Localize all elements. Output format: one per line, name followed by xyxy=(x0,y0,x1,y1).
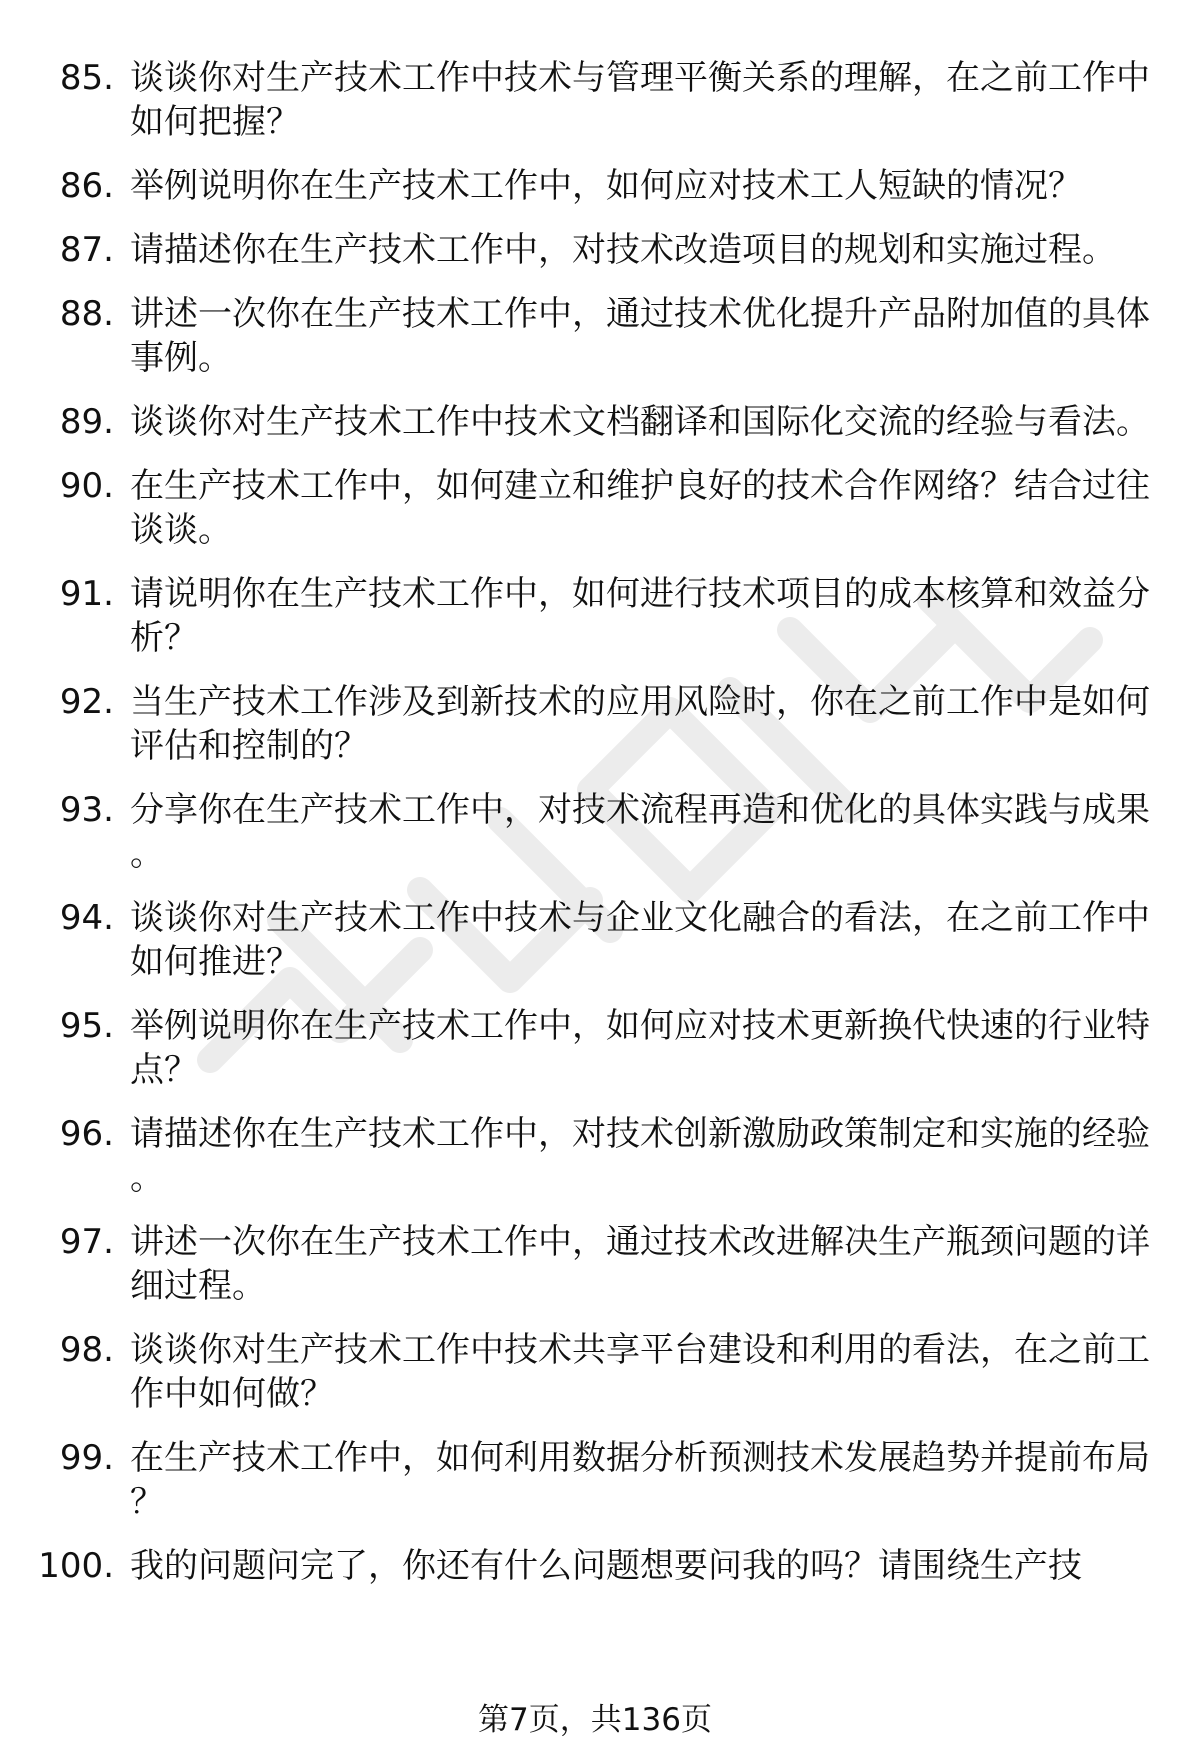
question-number: 100. xyxy=(38,1546,114,1586)
question-text: 谈谈你对生产技术工作中技术与企业文化融合的看法，在之前工作中如何推进？ xyxy=(130,898,1150,982)
question-item xyxy=(0,1328,1190,1416)
question-text: 请说明你在生产技术工作中，如何进行技术项目的成本核算和效益分析？ xyxy=(130,574,1150,658)
question-text: 讲述一次你在生产技术工作中，通过技术优化提升产品附加值的具体事例。 xyxy=(130,294,1150,378)
question-number: 90. xyxy=(59,466,114,506)
question-list xyxy=(0,56,1190,1608)
question-number: 94. xyxy=(59,898,114,938)
question-number: 86. xyxy=(59,166,114,206)
question-text: 分享你在生产技术工作中，对技术流程再造和优化的具体实践与成果。 xyxy=(130,790,1150,874)
question-text: 举例说明你在生产技术工作中，如何应对技术更新换代快速的行业特点？ xyxy=(130,1006,1150,1090)
question-number: 85. xyxy=(59,58,114,98)
question-item xyxy=(0,400,1190,444)
question-item xyxy=(0,164,1190,208)
question-item xyxy=(0,1220,1190,1308)
question-text: 谈谈你对生产技术工作中技术与管理平衡关系的理解，在之前工作中如何把握？ xyxy=(130,58,1150,142)
question-item xyxy=(0,464,1190,552)
question-text: 谈谈你对生产技术工作中技术共享平台建设和利用的看法，在之前工作中如何做？ xyxy=(130,1330,1150,1414)
question-text: 讲述一次你在生产技术工作中，通过技术改进解决生产瓶颈问题的详细过程。 xyxy=(130,1222,1150,1306)
question-number: 97. xyxy=(59,1222,114,1262)
page-number-footer: 第7页，共136页 xyxy=(478,1702,712,1738)
question-text: 我的问题问完了，你还有什么问题想要问我的吗？请围绕生产技 xyxy=(130,1546,1082,1586)
question-item xyxy=(0,1112,1190,1200)
question-number: 99. xyxy=(59,1438,114,1478)
question-text: 举例说明你在生产技术工作中，如何应对技术工人短缺的情况？ xyxy=(130,166,1082,206)
question-item xyxy=(0,1004,1190,1092)
question-text: 在生产技术工作中，如何建立和维护良好的技术合作网络？结合过往谈谈。 xyxy=(130,466,1150,550)
question-item xyxy=(0,56,1190,144)
question-item xyxy=(0,1544,1190,1588)
question-item xyxy=(0,788,1190,876)
question-item xyxy=(0,1436,1190,1524)
question-number: 98. xyxy=(59,1330,114,1370)
question-number: 89. xyxy=(59,402,114,442)
question-number: 92. xyxy=(59,682,114,722)
question-item xyxy=(0,680,1190,768)
question-number: 95. xyxy=(59,1006,114,1046)
question-item xyxy=(0,896,1190,984)
question-item xyxy=(0,572,1190,660)
question-text: 谈谈你对生产技术工作中技术文档翻译和国际化交流的经验与看法。 xyxy=(130,402,1150,442)
question-number: 87. xyxy=(59,230,114,270)
question-text: 请描述你在生产技术工作中，对技术改造项目的规划和实施过程。 xyxy=(130,230,1116,270)
question-number: 91. xyxy=(59,574,114,614)
question-item xyxy=(0,292,1190,380)
question-text: 当生产技术工作涉及到新技术的应用风险时，你在之前工作中是如何评估和控制的？ xyxy=(130,682,1150,766)
question-text: 在生产技术工作中，如何利用数据分析预测技术发展趋势并提前布局？ xyxy=(130,1438,1150,1522)
question-item xyxy=(0,228,1190,272)
question-number: 88. xyxy=(59,294,114,334)
question-number: 96. xyxy=(59,1114,114,1154)
question-number: 93. xyxy=(59,790,114,830)
question-text: 请描述你在生产技术工作中，对技术创新激励政策制定和实施的经验。 xyxy=(130,1114,1150,1198)
